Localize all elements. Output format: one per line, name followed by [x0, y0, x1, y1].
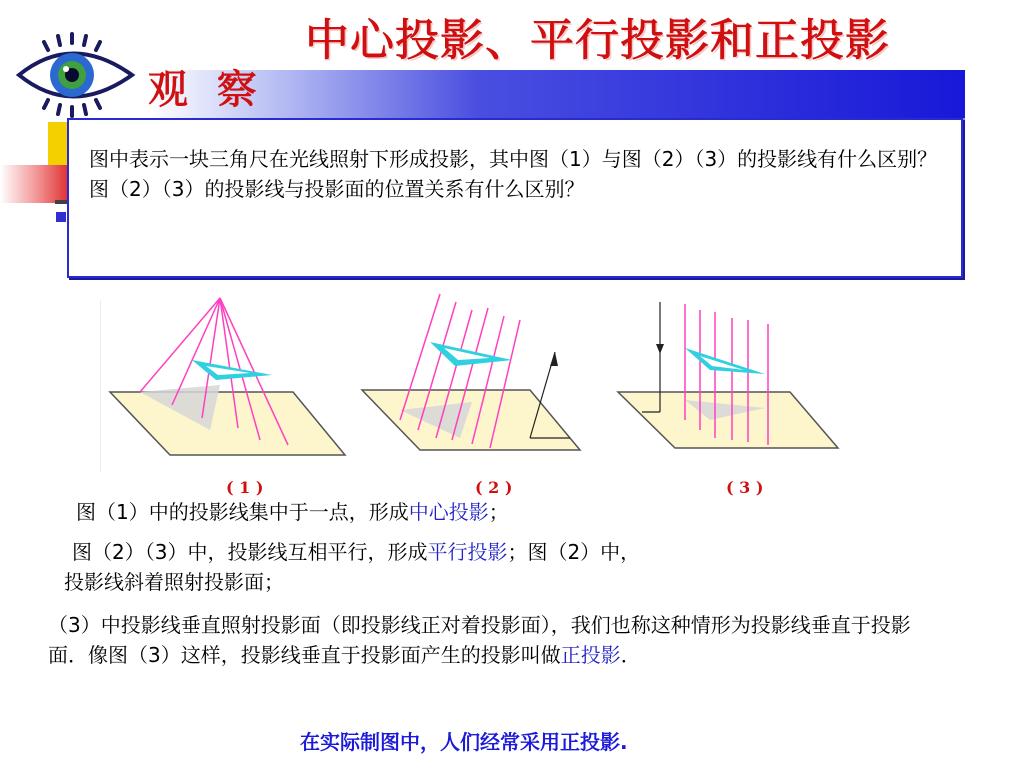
- explanation-text: 图（1）中的投影线集中于一点，形成: [76, 500, 409, 524]
- decor-blue-square: [56, 212, 66, 222]
- question-box: [67, 118, 963, 278]
- term-central-projection: 中心投影: [408, 500, 489, 524]
- figure-orthographic-projection: [618, 302, 838, 448]
- figure-label-1: ( 1 ): [226, 478, 264, 497]
- projection-figures: [100, 280, 960, 472]
- decor-red-strip: [0, 165, 68, 203]
- explanation-central: [76, 497, 509, 527]
- explanation-text: （3）中投影线垂直照射投影面（即投影线正对着投影面），我们也称这种情形为投影线垂直于投影面．像图（3）这样，投影线垂直于投影面产生的投影叫做: [48, 613, 911, 667]
- conclusion-text: 在实际制图中，人们经常采用正投影.: [300, 730, 628, 754]
- question-text: 图中表示一块三角尺在光线照射下形成投影，其中图（1）与图（2）（3）的投影线有什么区别？图（2）（3）的投影线与投影面的位置关系有什么区别？: [89, 147, 938, 201]
- explanation-text: 图（2）（3）中，投影线互相平行，形成: [72, 540, 428, 564]
- figure-central-projection: [110, 298, 345, 455]
- page-title: 中心投影、平行投影和正投影: [305, 15, 890, 66]
- explanation-parallel: [64, 537, 932, 597]
- figure-label-3: ( 3 ): [726, 478, 764, 497]
- explanation-text: ；: [488, 500, 509, 524]
- explanation-orthographic: [48, 610, 948, 670]
- figure-oblique-parallel-projection: [362, 294, 580, 450]
- explanation-text: 投影线斜着照射投影面；: [64, 570, 284, 594]
- term-parallel-projection: 平行投影: [427, 540, 508, 564]
- explanation-text: ．: [620, 643, 641, 667]
- section-label: 观 察: [148, 67, 265, 113]
- eye-icon: [14, 30, 139, 120]
- header-bar: [150, 70, 965, 118]
- explanation-text: ；图（2）中，: [507, 540, 641, 564]
- term-orthographic-projection: 正投影: [560, 643, 621, 667]
- figure-label-2: ( 2 ): [475, 478, 513, 497]
